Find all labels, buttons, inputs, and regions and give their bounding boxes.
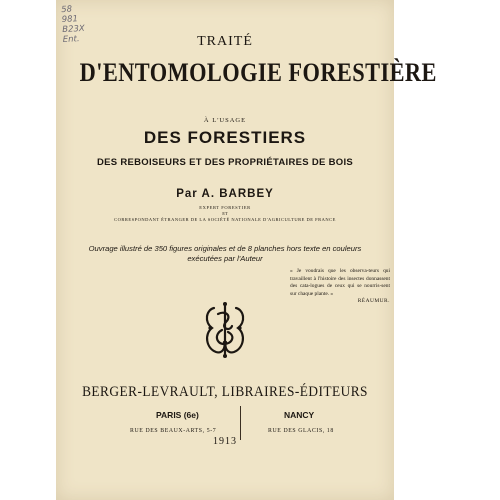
title-reboiseurs: DES REBOISEURS ET DES PROPRIÉTAIRES DE BOIS bbox=[96, 157, 354, 168]
street-nancy: RUE DES GLACIS, 18 bbox=[268, 428, 334, 434]
title-page bbox=[56, 0, 437, 500]
epigraph-author: RÉAUMUR. bbox=[357, 298, 390, 304]
epigraph-quote bbox=[290, 268, 390, 306]
title-usage: À L'USAGE bbox=[203, 117, 247, 124]
call-number-line-1: 58 bbox=[60, 4, 73, 16]
author-expert: EXPERT FORESTIER bbox=[199, 205, 251, 210]
publisher-name: BERGER-LEVRAULT, LIBRAIRES-ÉDITEURS bbox=[82, 384, 368, 400]
call-number-line-2: 981 bbox=[61, 14, 79, 26]
call-number-line-3: B23X bbox=[62, 23, 86, 36]
city-paris: PARIS (6e) bbox=[156, 410, 199, 420]
publication-year: 1913 bbox=[213, 436, 237, 447]
city-nancy: NANCY bbox=[284, 410, 315, 420]
street-paris: RUE DES BEAUX-ARTS, 5-7 bbox=[130, 428, 217, 434]
illustration-note-line-2: exécutées par l'Auteur bbox=[187, 254, 263, 263]
address-divider bbox=[240, 406, 241, 440]
author-name: A. BARBEY bbox=[201, 188, 274, 200]
main-title: D'ENTOMOLOGIE FORESTIÈRE bbox=[79, 58, 437, 87]
illustration-note-line-1: Ouvrage illustré de 350 figures originales et de 8 planches hors texte en couleurs bbox=[88, 244, 362, 253]
call-number-line-4: Ent. bbox=[62, 34, 80, 46]
author-line bbox=[56, 188, 394, 200]
author-correspondant: CORRESPONDANT ÉTRANGER DE LA SOCIÉTÉ NATIONALE D'AGRICULTURE DE FRANCE bbox=[114, 217, 336, 222]
author-et: ET bbox=[222, 211, 228, 216]
author-par: Par bbox=[176, 188, 198, 200]
title-forestiers: DES FORESTIERS bbox=[143, 128, 307, 147]
epigraph-text: « Je voudrais que les observa-teurs qui travaillent à l'histoire des insectes donnassent des cata-logues de ceux qui se nourris-sent sur chaque plante. » bbox=[290, 268, 390, 297]
title-traite: TRAITÉ bbox=[197, 34, 253, 49]
publisher-monogram-icon bbox=[200, 300, 250, 360]
